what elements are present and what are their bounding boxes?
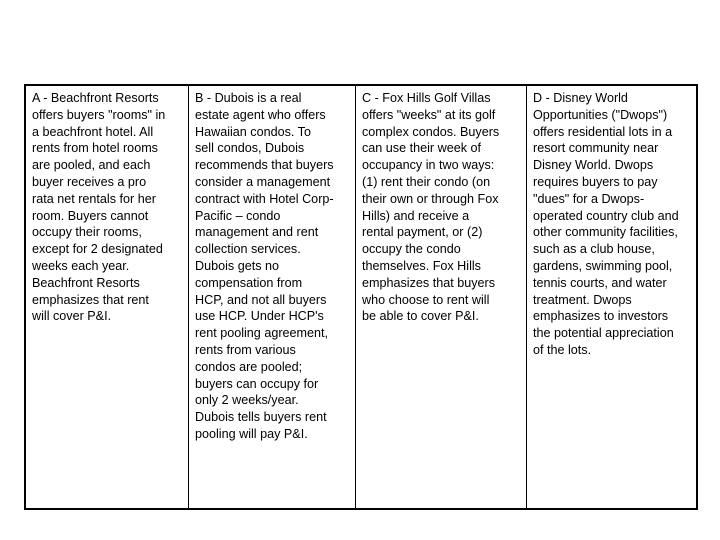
- table-cell-fox-hills-golf-villas: C - Fox Hills Golf Villas offers "weeks" at its golf complex condos. Buyers can use their week of occupancy in two ways: (1) rent their condo (on their own or through Fox Hills) and receive a rental payment, or (2) occupy the condo themselves. Fox Hills emphasizes that buyers who choose to rent will be able to cover P&I.: [356, 86, 527, 508]
- table-cell-dubois: B - Dubois is a real estate agent who offers Hawaiian condos. To sell condos, Dubois recommends that buyers consider a management contract with Hotel Corp- Pacific – condo management and rent collection services. Dubois gets no compensation from HCP, and not all buyers use HCP. Under HCP's rent pooling agreement, rents from various condos are pooled; buyers can occupy for only 2 weeks/year. Dubois tells buyers rent pooling will pay P&I.: [189, 86, 356, 508]
- comparison-table: [24, 84, 698, 510]
- table-cell-disney-world-opportunities: D - Disney World Opportunities ("Dwops") offers residential lots in a resort community near Disney World. Dwops requires buyers to pay "dues" for a Dwops- operated country club and other community facilities, such as a club house, gardens, swimming pool, tennis courts, and water treatment. Dwops emphasizes to investors the potential appreciation of the lots.: [533, 91, 679, 357]
- table-cell-beachfront-resorts: A - Beachfront Resorts offers buyers "rooms" in a beachfront hotel. All rents from hotel rooms are pooled, and each buyer receives a pro rata net rentals for her room. Buyers cannot occupy their rooms, except for 2 designated weeks each year. Beachfront Resorts emphasizes that rent will cover P&I.: [26, 86, 189, 508]
